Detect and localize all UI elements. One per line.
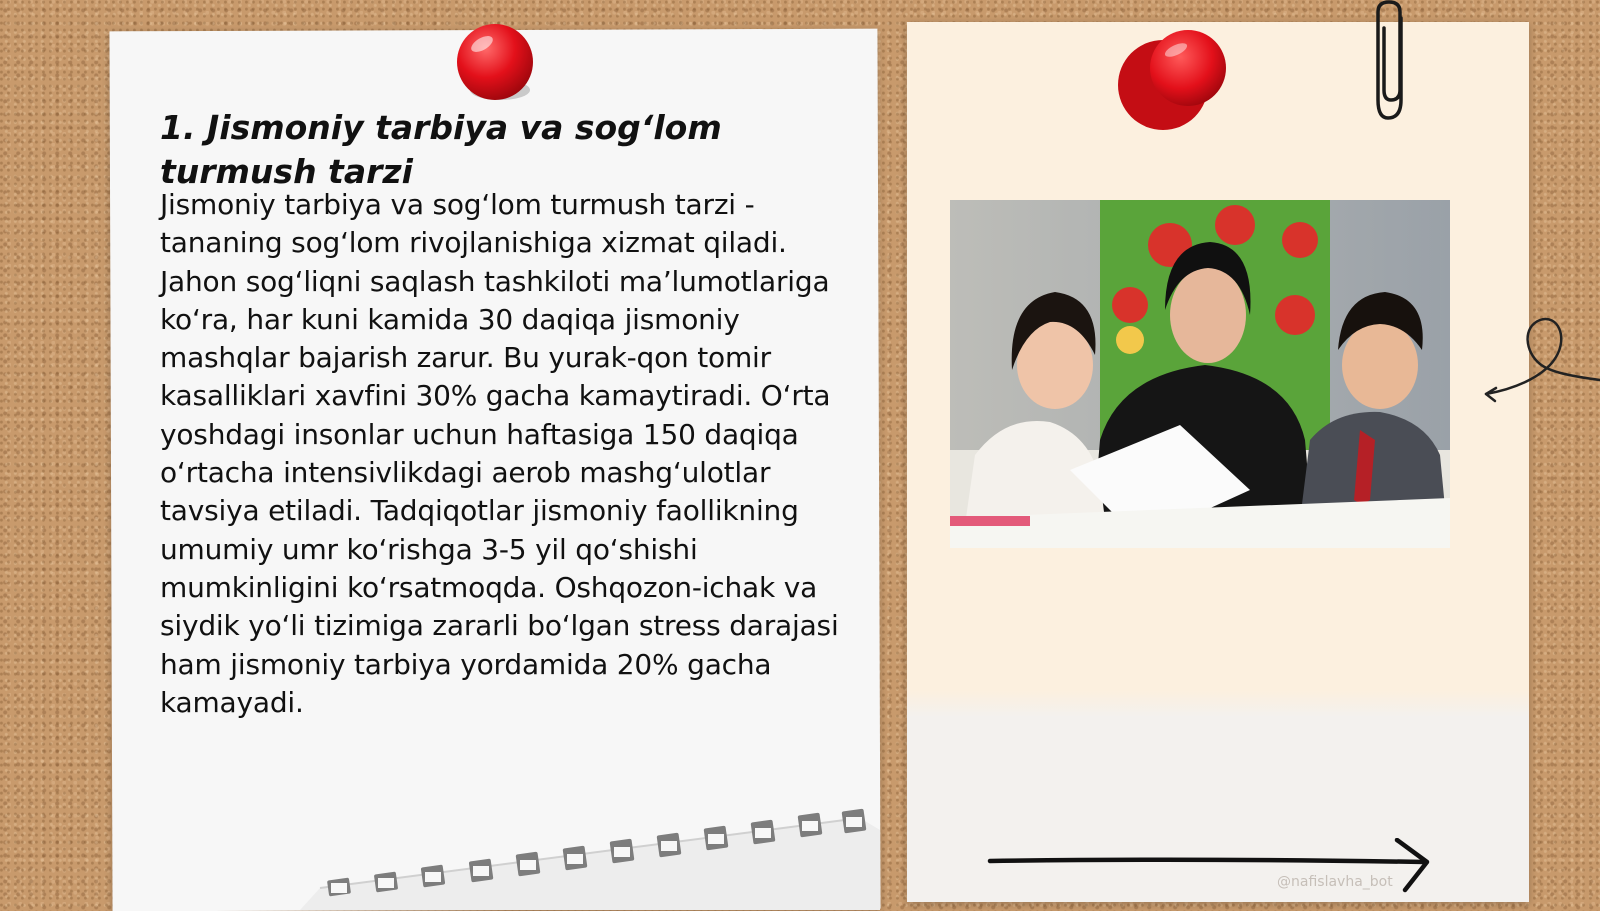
paper-clip-icon bbox=[1375, 0, 1415, 125]
curly-arrow-icon bbox=[1480, 312, 1600, 407]
push-pin-icon bbox=[1118, 30, 1238, 135]
right-arrow-icon bbox=[985, 838, 1445, 900]
push-pin-icon bbox=[450, 20, 540, 110]
watermark-text: @nafislavha_bot bbox=[1277, 874, 1393, 890]
teacher-with-children-photo bbox=[950, 200, 1450, 548]
page-title: 1. Jismoniy tarbiya va sog‘lom turmush tarzi bbox=[160, 108, 722, 191]
body-paragraph: Jismoniy tarbiya va sog‘lom turmush tarzi - tananing sog‘lom rivojlanishiga xizmat qiladi. Jahon sog‘liqni saqlash tashkiloti ma’lumotlariga ko‘ra, har kuni kamida 30 daqiqa jismoniy mashqlar bajarish zarur. Bu yurak-qon tomir kasalliklari xavfini 30% gacha kamaytiradi. O‘rta yoshdagi insonlar uchun haftasiga 150 daqiqa o‘rtacha intensivlikdagi aerob mashg‘ulotlar tavsiya etiladi. Tadqiqotlar jismoniy faollikning umumiy umr ko‘rishga 3-5 yil qo‘shishi mumkinligini ko‘rsatmoqda. Oshqozon-ichak va siydik yo‘li tizimiga zararli bo‘lgan stress darajasi ham jismoniy tarbiya yordamida 20% gacha kamayadi. bbox=[160, 188, 839, 719]
